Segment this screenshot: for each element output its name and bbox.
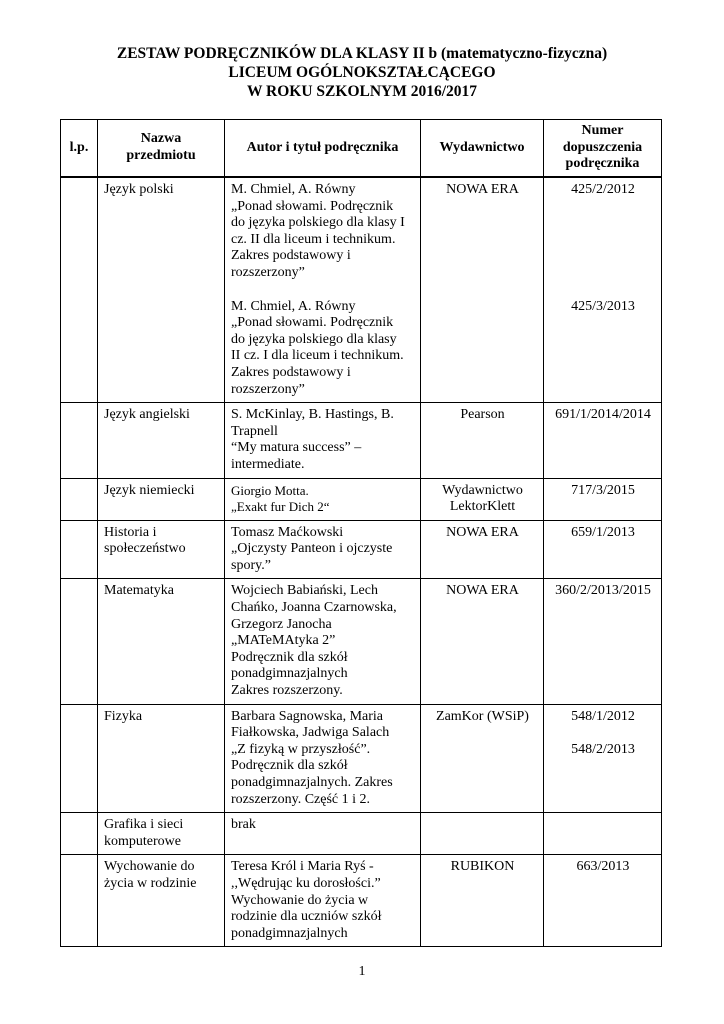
cell-approval-number: 548/1/2012 548/2/2013: [544, 704, 662, 813]
cell-approval-number: 663/2013: [544, 855, 662, 947]
table-body: [61, 177, 662, 947]
cell-publisher: ZamKor (WSiP): [421, 704, 544, 813]
cell-author-title: Teresa Król i Maria Ryś - ,,Wędrując ku dorosłości.” Wychowanie do życia w rodzinie dla uczniów szkół ponadgimnazjalnych: [225, 855, 421, 947]
cell-publisher: NOWA ERA: [421, 177, 544, 403]
title-line-2: LICEUM OGÓLNOKSZTAŁCĄCEGO: [228, 64, 496, 81]
header-lp: l.p.: [61, 120, 98, 178]
table-row: [61, 704, 662, 813]
cell-approval-number: 360/2/2013/2015: [544, 579, 662, 704]
table-row: [61, 177, 662, 403]
cell-subject: Język niemiecki: [98, 478, 225, 520]
title-line-1: ZESTAW PODRĘCZNIKÓW DLA KLASY II b (matematyczno-fizyczna): [116, 45, 608, 62]
page-number: 1: [358, 964, 366, 979]
cell-author-title: Wojciech Babiański, Lech Chańko, Joanna Czarnowska, Grzegorz Janocha „MATeMAtyka 2” Podręcznik dla szkół ponadgimnazjalnych Zakres rozszerzony.: [225, 579, 421, 704]
title-line-3: W ROKU SZKOLNYM 2016/2017: [246, 83, 478, 100]
table-row: [61, 478, 662, 520]
header-approval-number: Numer dopuszczenia podręcznika: [544, 120, 662, 178]
cell-lp: [61, 855, 98, 947]
cell-lp: [61, 813, 98, 855]
textbook-table: [60, 119, 662, 947]
cell-publisher: Wydawnictwo LektorKlett: [421, 478, 544, 520]
cell-subject: Historia i społeczeństwo: [98, 520, 225, 579]
header-subject: Nazwa przedmiotu: [98, 120, 225, 178]
cell-lp: [61, 520, 98, 579]
cell-approval-number: 717/3/2015: [544, 478, 662, 520]
cell-subject: Język angielski: [98, 403, 225, 478]
cell-lp: [61, 704, 98, 813]
header-author-title: Autor i tytuł podręcznika: [225, 120, 421, 178]
cell-publisher: [421, 813, 544, 855]
cell-lp: [61, 403, 98, 478]
table-row: [61, 520, 662, 579]
cell-subject: Grafika i sieci komputerowe: [98, 813, 225, 855]
cell-lp: [61, 478, 98, 520]
cell-author-title: brak: [225, 813, 421, 855]
cell-approval-number: [544, 813, 662, 855]
cell-lp: [61, 177, 98, 403]
header-publisher: Wydawnictwo: [421, 120, 544, 178]
cell-subject: Język polski: [98, 177, 225, 403]
cell-publisher: RUBIKON: [421, 855, 544, 947]
cell-publisher: Pearson: [421, 403, 544, 478]
table-header-row: [61, 120, 662, 178]
cell-author-title: M. Chmiel, A. Równy „Ponad słowami. Podręcznik do języka polskiego dla klasy I cz. II dla liceum i technikum. Zakres podstawowy i rozszerzony” M. Chmiel, A. Równy „Ponad słowami. Podręcznik do języka polskiego dla klasy II cz. I dla liceum i technikum. Zakres podstawowy i rozszerzony”: [225, 177, 421, 403]
cell-author-title: Barbara Sagnowska, Maria Fiałkowska, Jadwiga Salach „Z fizyką w przyszłość”. Podręcznik dla szkół ponadgimnazjalnych. Zakres rozszerzony. Część 1 i 2.: [225, 704, 421, 813]
cell-lp: [61, 579, 98, 704]
table-row: [61, 403, 662, 478]
table-row: [61, 855, 662, 947]
table-row: [61, 813, 662, 855]
cell-author-title: Giorgio Motta. „Exakt fur Dich 2“: [225, 478, 421, 520]
cell-publisher: NOWA ERA: [421, 579, 544, 704]
cell-subject: Wychowanie do życia w rodzinie: [98, 855, 225, 947]
cell-approval-number: 691/1/2014/2014: [544, 403, 662, 478]
cell-subject: Matematyka: [98, 579, 225, 704]
table-row: [61, 579, 662, 704]
document-title: [0, 44, 724, 101]
cell-author-title: Tomasz Maćkowski „Ojczysty Panteon i ojczyste spory.”: [225, 520, 421, 579]
cell-author-title: S. McKinlay, B. Hastings, B. Trapnell “My matura success” – intermediate.: [225, 403, 421, 478]
cell-subject: Fizyka: [98, 704, 225, 813]
cell-approval-number: 425/2/2012 425/3/2013: [544, 177, 662, 403]
cell-approval-number: 659/1/2013: [544, 520, 662, 579]
cell-publisher: NOWA ERA: [421, 520, 544, 579]
